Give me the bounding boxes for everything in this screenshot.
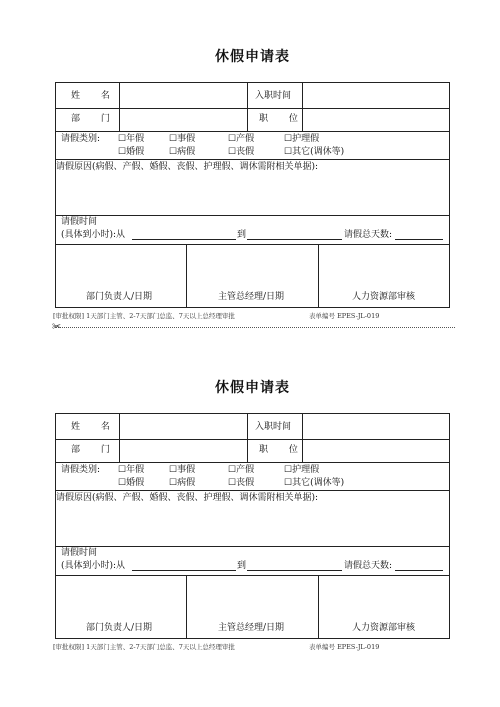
leave-option-personal[interactable]: ☐事假: [169, 465, 196, 475]
name-field[interactable]: [120, 414, 247, 439]
form-number: 表单编号 EPES-JL-019: [309, 312, 380, 320]
leave-option-sick[interactable]: ☐病假: [169, 478, 196, 488]
signature-hr: 人力资源部审核: [352, 623, 416, 633]
leave-option-annual[interactable]: ☐年假: [118, 465, 145, 475]
leave-type-label: 请假类别:: [61, 134, 101, 144]
leave-option-bereavement[interactable]: ☐丧假: [228, 478, 255, 488]
entry-time-label: 入职时间: [255, 91, 292, 101]
leave-option-maternity[interactable]: ☐产假: [228, 134, 255, 144]
time-label: 请假时间: [61, 548, 98, 558]
signature-gm: 主管总经理/日期: [218, 623, 285, 633]
signature-dept-head: 部门负责人/日期: [86, 623, 153, 633]
time-to-field[interactable]: [247, 230, 342, 240]
time-from-field[interactable]: [132, 561, 236, 571]
name-label: 姓 名: [71, 91, 119, 101]
leave-option-nursing[interactable]: ☐护理假: [284, 134, 320, 144]
reason-label: 请假原因(病假、产假、婚假、丧假、护理假、调休需附相关单据):: [56, 493, 319, 503]
position-label: 职 位: [259, 445, 307, 455]
leave-option-other[interactable]: ☐其它(调休等): [284, 147, 345, 157]
reason-field[interactable]: [56, 506, 449, 546]
dept-field[interactable]: [120, 109, 247, 131]
name-label: 姓 名: [71, 422, 119, 432]
dept-label: 部 门: [71, 445, 119, 455]
leave-option-personal[interactable]: ☐事假: [169, 134, 196, 144]
time-to-label: 到: [237, 230, 247, 240]
entry-time-label: 入职时间: [255, 422, 292, 432]
leave-option-marriage[interactable]: ☐婚假: [118, 478, 145, 488]
form-table: [55, 82, 450, 308]
leave-option-maternity[interactable]: ☐产假: [228, 465, 255, 475]
time-prefix: (具体到小时):从: [61, 561, 126, 571]
form-title: 休假申请表: [215, 380, 290, 396]
position-field[interactable]: [303, 109, 449, 131]
signature-gm: 主管总经理/日期: [218, 292, 285, 302]
leave-option-other[interactable]: ☐其它(调休等): [284, 478, 345, 488]
cut-line: [55, 327, 455, 328]
form-title: 休假申请表: [215, 49, 290, 65]
signature-hr: 人力资源部审核: [352, 292, 416, 302]
total-days-label: 请假总天数:: [344, 561, 393, 571]
approval-note: [审批权限] 1天部门主管、2-7天部门总监、7天以上总经理审批: [53, 643, 235, 651]
time-to-label: 到: [237, 561, 247, 571]
leave-option-annual[interactable]: ☐年假: [118, 134, 145, 144]
position-label: 职 位: [259, 114, 307, 124]
form-number: 表单编号 EPES-JL-019: [309, 643, 380, 651]
approval-note: [审批权限] 1天部门主管、2-7天部门总监、7天以上总经理审批: [53, 312, 235, 320]
signature-dept-head: 部门负责人/日期: [86, 292, 153, 302]
position-field[interactable]: [303, 440, 449, 462]
total-days-field[interactable]: [395, 230, 443, 240]
total-days-label: 请假总天数:: [344, 230, 393, 240]
leave-option-bereavement[interactable]: ☐丧假: [228, 147, 255, 157]
time-label: 请假时间: [61, 217, 98, 227]
total-days-field[interactable]: [395, 561, 443, 571]
time-to-field[interactable]: [247, 561, 342, 571]
time-prefix: (具体到小时):从: [61, 230, 126, 240]
leave-option-sick[interactable]: ☐病假: [169, 147, 196, 157]
leave-option-nursing[interactable]: ☐护理假: [284, 465, 320, 475]
dept-label: 部 门: [71, 114, 119, 124]
reason-label: 请假原因(病假、产假、婚假、丧假、护理假、调休需附相关单据):: [56, 162, 319, 172]
leave-option-marriage[interactable]: ☐婚假: [118, 147, 145, 157]
reason-field[interactable]: [56, 175, 449, 215]
form-table: [55, 413, 450, 639]
entry-time-field[interactable]: [303, 414, 449, 439]
scissors-icon: ✂: [52, 320, 62, 333]
name-field[interactable]: [120, 83, 247, 108]
time-from-field[interactable]: [132, 230, 236, 240]
entry-time-field[interactable]: [303, 83, 449, 108]
dept-field[interactable]: [120, 440, 247, 462]
leave-type-label: 请假类别:: [61, 465, 101, 475]
